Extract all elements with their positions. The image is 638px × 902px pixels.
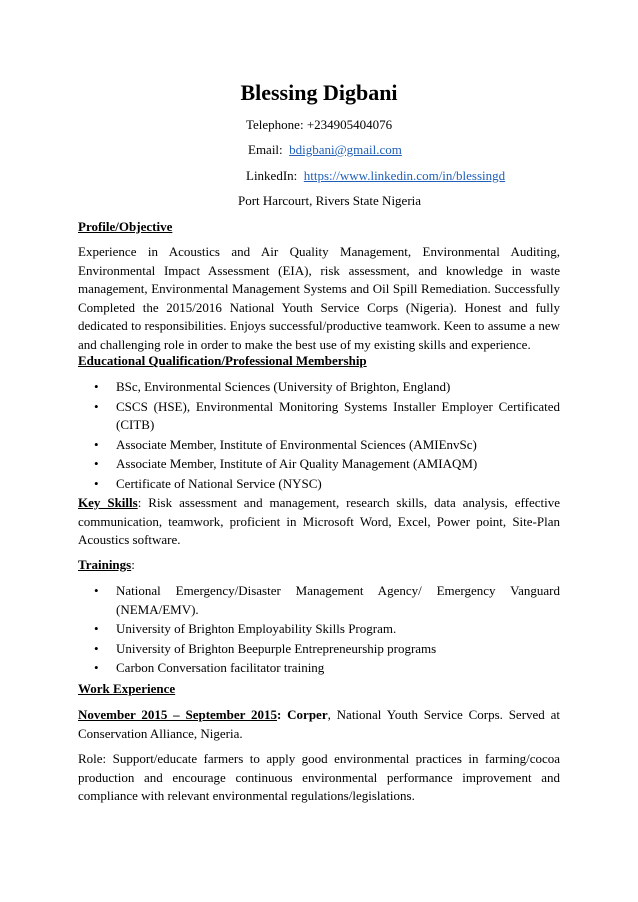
bullet-icon: •: [94, 398, 99, 414]
bullet-icon: •: [94, 640, 99, 656]
list-item: • Certificate of National Service (NYSC): [78, 475, 560, 494]
list-item: • CSCS (HSE), Environmental Monitoring Systems Installer Employer Certificated (CITB): [94, 398, 560, 433]
list-item: • Associate Member, Institute of Environmental Sciences (AMIEnvSc): [78, 436, 560, 455]
list-item: • University of Brighton Employability Skills Program.: [78, 620, 560, 639]
email-link[interactable]: bdigbani@gmail.com: [289, 142, 402, 157]
job-description: , National Youth Service Corps. Served at Conservation Alliance, Nigeria.: [78, 707, 560, 741]
bullet-icon: •: [94, 621, 99, 637]
skills-section: [78, 494, 560, 550]
telephone-line: Telephone: +234905404076: [246, 117, 393, 132]
linkedin-line: [246, 168, 505, 184]
list-item: • Associate Member, Institute of Air Quality Management (AMIAQM): [78, 455, 560, 474]
skills-text: : Risk assessment and management, research skills, data analysis, effective communication, teamwork, proficient in Microsoft Word, Excel, Power point, Site-Plan Acoustics software.: [78, 495, 560, 548]
job-dates: November 2015 – September 2015: [78, 707, 277, 722]
bullet-icon: •: [94, 379, 99, 394]
education-list: [78, 378, 560, 494]
profile-heading: [78, 218, 560, 237]
linkedin-label: LinkedIn:: [246, 168, 298, 183]
job-title: Corper: [287, 707, 328, 722]
education-heading: [78, 352, 560, 371]
location-line: Port Harcourt, Rivers State Nigeria: [238, 193, 422, 208]
section-heading: Key Skills: [78, 495, 138, 510]
section-heading: Educational Qualification/Professional Membership: [78, 353, 367, 368]
section-heading: Trainings: [78, 557, 132, 572]
linkedin-link[interactable]: https://www.linkedin.com/in/blessingd: [303, 168, 506, 183]
email-line: [248, 142, 402, 158]
list-item: • University of Brighton Beepurple Entrepreneurship programs: [78, 640, 560, 659]
bullet-icon: •: [94, 583, 99, 598]
section-heading: Work Experience: [78, 681, 176, 696]
work-heading: [78, 680, 560, 699]
list-item: • National Emergency/Disaster Management Agency/ Emergency Vanguard (NEMA/EMV).: [94, 583, 560, 617]
bullet-icon: •: [94, 660, 99, 676]
bullet-icon: •: [94, 456, 99, 472]
bullet-icon: •: [94, 475, 99, 491]
role-text: Role: Support/educate farmers to apply good environmental practices in farming/cocoa production and encourage continuous environmental performance improvement and compliance with relevant environmental regulations/legislations.: [78, 751, 560, 804]
list-item: • BSc, Environmental Sciences (University of Brighton, England): [78, 378, 560, 397]
section-heading: Profile/Objective: [78, 219, 173, 234]
resume-name: Blessing Digbani: [240, 80, 398, 105]
trainings-list: [78, 582, 560, 678]
trainings-heading: Trainings:: [78, 557, 135, 572]
list-item: • Carbon Conversation facilitator training: [78, 659, 560, 678]
bullet-icon: •: [94, 436, 99, 452]
profile-text: Experience in Acoustics and Air Quality Management, Environmental Auditing, Environmental Impact Assessment (EIA), risk assessment, and knowledge in waste management, Environmental Management Systems and Oil Spill Remediation. Successfully Completed the 2015/2016 National Youth Service Corps (Nigeria). Honest and fully dedicated to responsibilities. Enjoys successful/productive teamwork. Keen to assume a new and challenging role in order to make the best use of my existing skills and experience.: [78, 244, 560, 352]
job-entry: November 2015 – September 2015: Corper, National Youth Service Corps. Served at Conservation Alliance, Nigeria.: [78, 707, 560, 741]
email-label: Email:: [248, 142, 283, 157]
